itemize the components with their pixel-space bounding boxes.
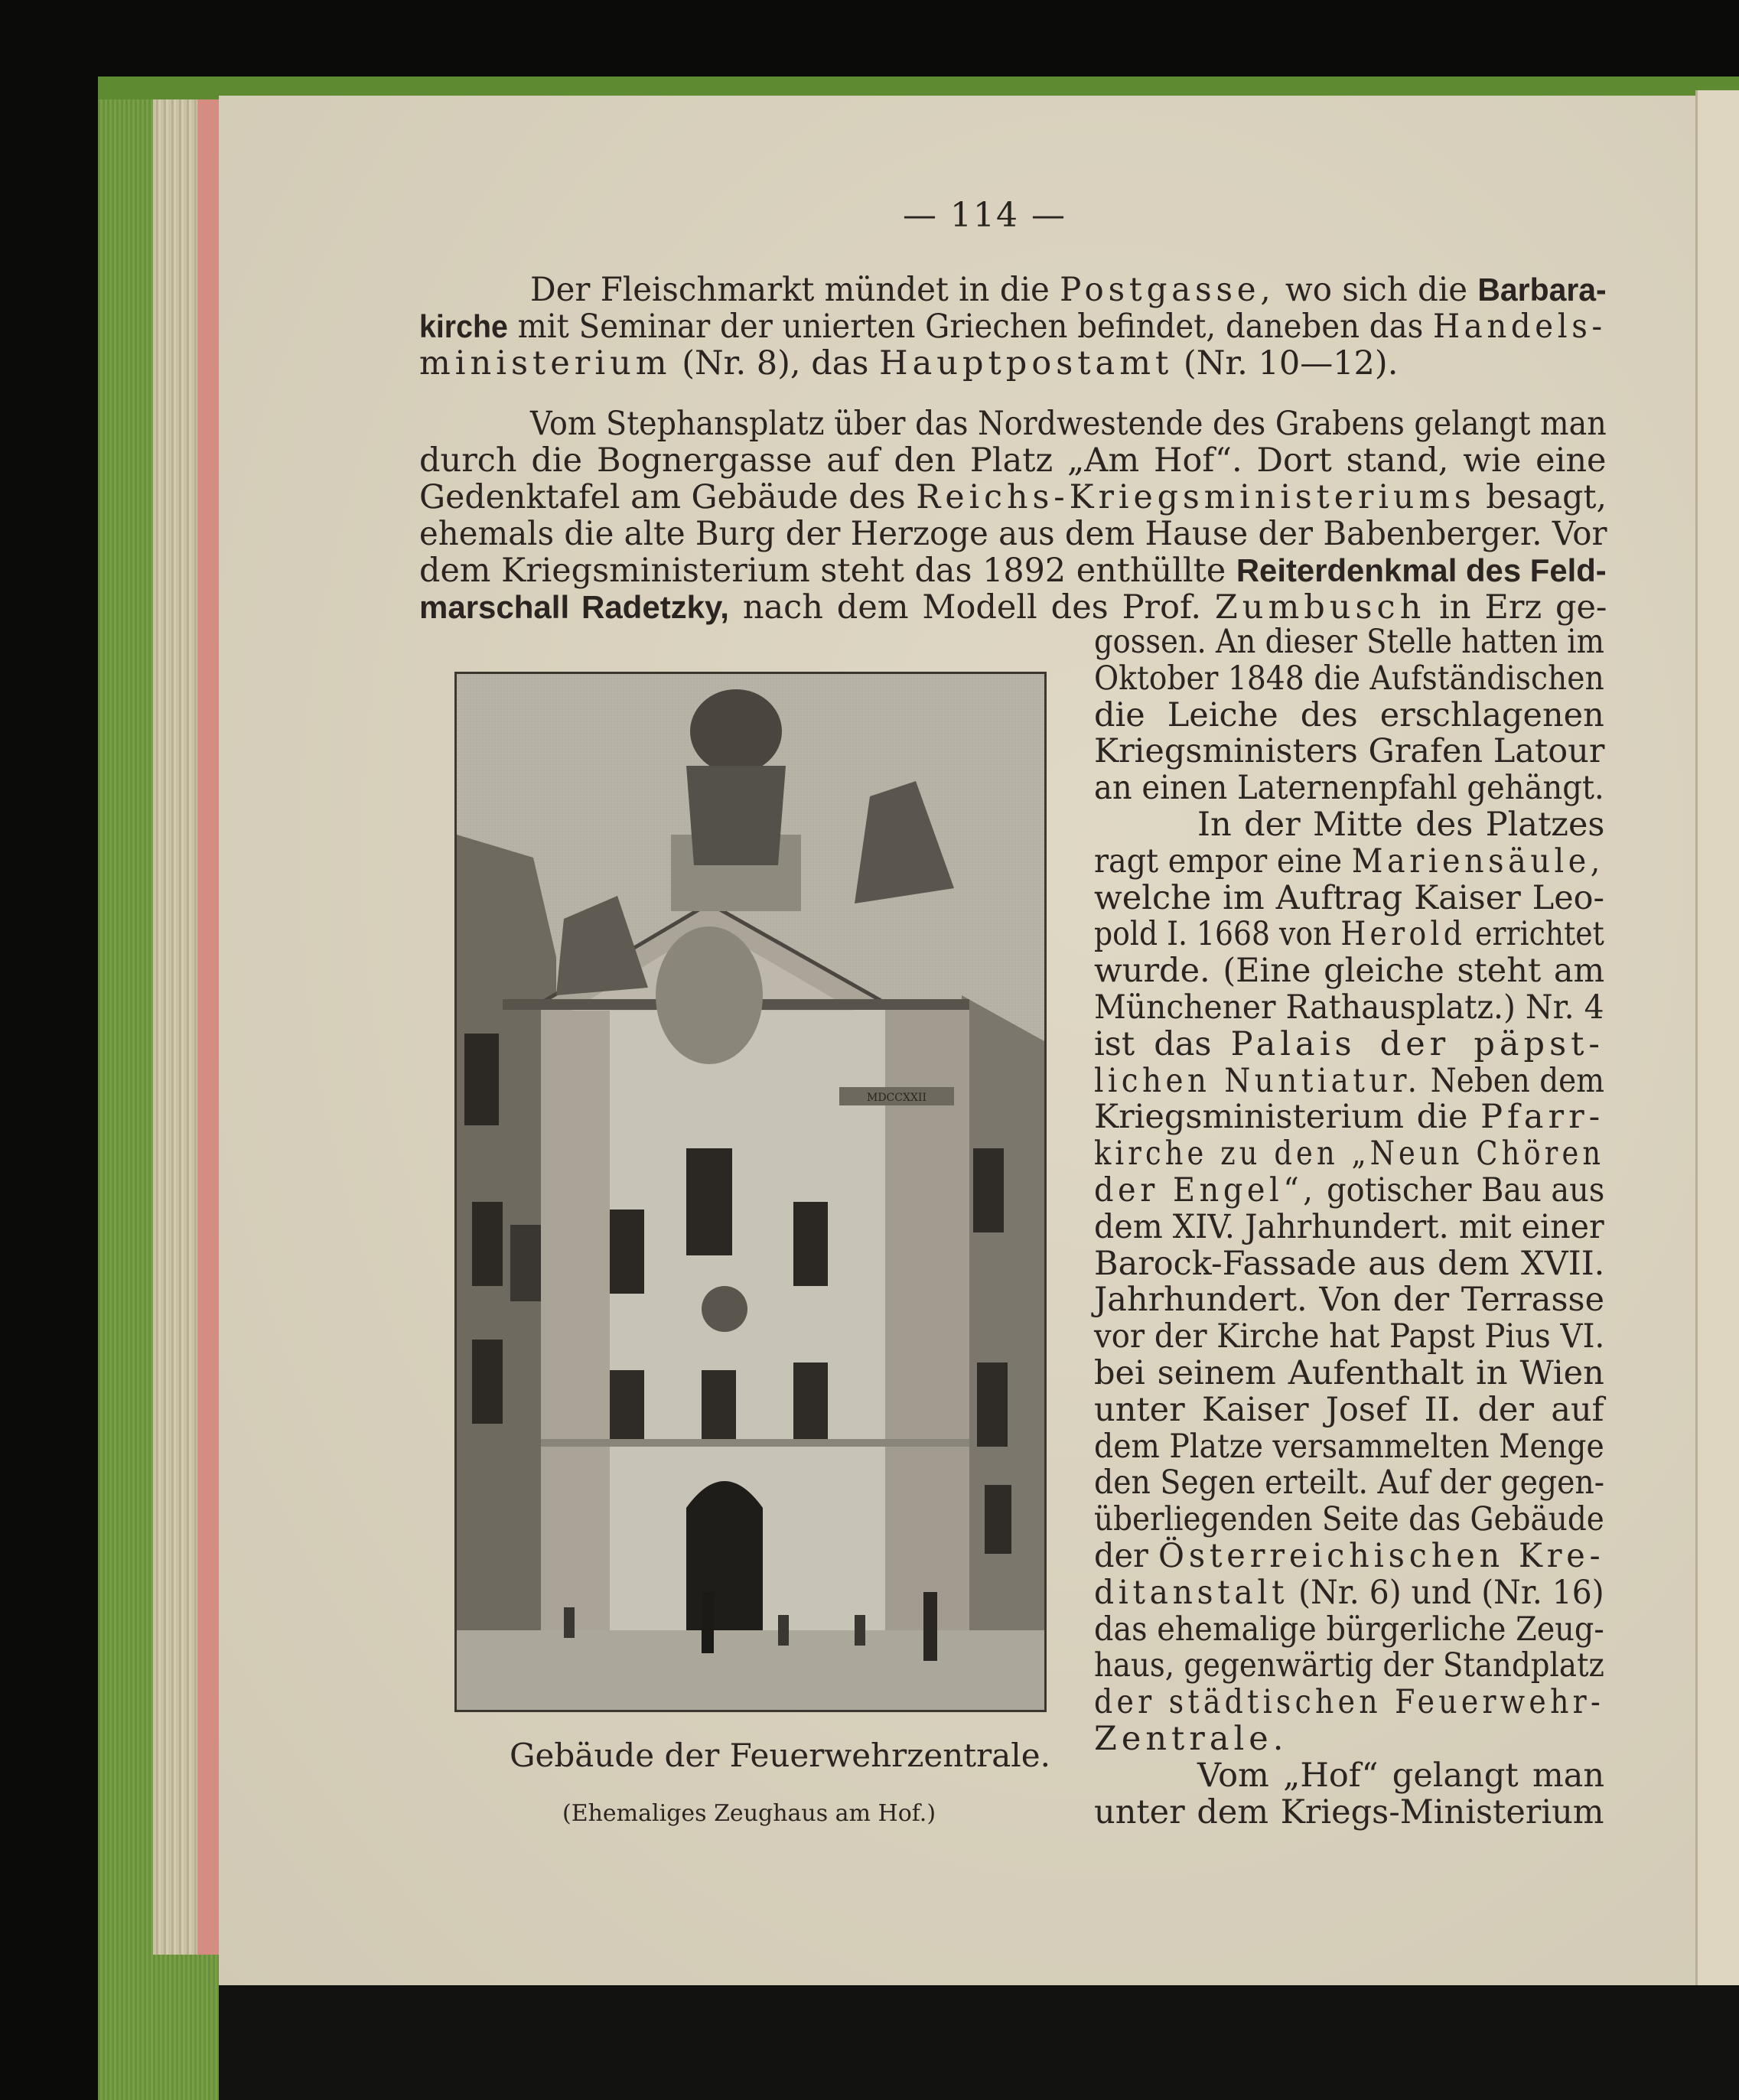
text-run: Gedenktafel am Gebäude des	[419, 478, 917, 516]
text-run: welche im Auftrag Kaiser Leo-	[1094, 879, 1605, 917]
spaced-term: ministerium	[419, 344, 672, 383]
text-run: Kriegsministerium die	[1094, 1098, 1481, 1136]
text-run: unter Kaiser Josef II. der auf	[1094, 1391, 1604, 1429]
bold-term: Barbara-	[1477, 272, 1607, 308]
text-line	[1094, 1501, 1604, 1538]
text-line	[1094, 1209, 1604, 1245]
text-line	[1094, 1428, 1604, 1465]
text-run: ragt empor eine	[1094, 842, 1352, 881]
text-run: (Nr. 8), das	[671, 344, 880, 383]
spaced-term: Zumbusch	[1214, 588, 1426, 627]
text-line	[419, 516, 1607, 552]
text-line	[419, 345, 1398, 382]
text-line	[1094, 1392, 1604, 1428]
text-line	[1197, 806, 1604, 843]
figure-caption-subtitle: (Ehemaliges Zeughaus am Hof.)	[562, 1800, 936, 1827]
text-run: in Erz ge-	[1425, 588, 1607, 627]
text-run: In der Mitte des Platzes	[1197, 806, 1605, 844]
text-run: überliegenden Seite das Gebäude	[1094, 1500, 1604, 1538]
text-run: ehemals die alte Burg der Herzoge aus dem Hause der Babenberger. Vor	[419, 515, 1607, 553]
text-run: pold I. 1668 von	[1094, 915, 1341, 953]
text-line	[1094, 1721, 1288, 1757]
text-run: Neben dem	[1421, 1062, 1605, 1100]
text-run: die Leiche des erschlagenen	[1094, 696, 1604, 734]
spaced-term: Mariensäule,	[1351, 842, 1604, 881]
text-line	[1094, 1245, 1604, 1282]
facade-inscription: MDCCXXII	[867, 1092, 926, 1104]
text-line	[419, 589, 1607, 626]
text-run: Vom „Hof“ gelangt man	[1197, 1757, 1605, 1795]
text-run: Oktober 1848 die Aufständischen	[1094, 659, 1604, 698]
text-run: Barock-Fassade aus dem XVII.	[1094, 1245, 1605, 1283]
text-run: vor der Kirche hat Papst Pius VI.	[1094, 1317, 1605, 1356]
spaced-term: lichen Nuntiatur.	[1094, 1062, 1421, 1100]
text-line	[1094, 1647, 1604, 1684]
text-line	[1094, 1464, 1604, 1501]
spaced-term: Palais der päpst-	[1230, 1025, 1604, 1063]
spaced-term: Handels-	[1433, 308, 1607, 346]
text-run: Der Fleischmarkt mündet in die	[530, 271, 1060, 309]
text-line	[1094, 623, 1604, 660]
spaced-term: Pfarr-	[1480, 1098, 1605, 1136]
text-line	[1094, 1684, 1604, 1721]
text-run: bei seinem Aufenthalt in Wien	[1094, 1354, 1604, 1392]
figure-caption-title: Gebäude der Feuerwehrzentrale.	[510, 1737, 1050, 1774]
text-run: dem Platze versammelten Menge	[1094, 1428, 1604, 1466]
text-line	[1094, 1026, 1604, 1063]
text-run: ist das	[1094, 1025, 1231, 1063]
bold-term: Reiterdenkmal des Feld-	[1236, 552, 1607, 588]
text-line	[530, 272, 1607, 308]
spaced-term: der städtischen Feuerwehr-	[1094, 1683, 1605, 1721]
text-line	[530, 405, 1607, 442]
text-line	[1094, 770, 1604, 806]
dark-background	[219, 1985, 1739, 2100]
text-run: Kriegsministers Grafen Latour	[1094, 732, 1605, 770]
spaced-term: Hauptpostamt	[879, 344, 1174, 383]
spaced-term: Reichs-Kriegsministeriums	[916, 478, 1476, 516]
text-run: durch die Bognergasse auf den Platz „Am Hof“. Dort stand, wie eine	[419, 441, 1607, 480]
page-number: — 114 —	[903, 196, 1067, 235]
text-run: der	[1094, 1537, 1159, 1575]
spaced-term: ditanstalt	[1094, 1574, 1289, 1612]
text-line	[1094, 1281, 1604, 1318]
text-run: Jahrhundert. Von der Terrasse	[1094, 1281, 1605, 1319]
text-line	[1094, 1538, 1604, 1574]
text-run: unter dem Kriegs-Ministerium	[1094, 1793, 1604, 1831]
text-run: (Nr. 10—12).	[1173, 344, 1399, 383]
text-line	[1094, 880, 1604, 917]
bold-term: kirche	[419, 308, 508, 344]
text-run: den Segen erteilt. Auf der gegen-	[1094, 1463, 1605, 1502]
text-line	[419, 479, 1607, 516]
text-line	[1094, 989, 1604, 1026]
spaced-term: der Engel“,	[1094, 1171, 1317, 1210]
text-run: Vom Stephansplatz über das Nordwestende des Grabens gelangt man	[530, 405, 1607, 443]
spaced-term: kirche zu den „Neun Chören	[1094, 1135, 1605, 1173]
text-line	[1094, 1135, 1604, 1172]
spaced-term: Zentrale.	[1094, 1720, 1288, 1758]
text-line	[1094, 1794, 1604, 1831]
text-run: errichtet	[1466, 915, 1604, 953]
text-run: nach dem Modell des Prof.	[728, 588, 1215, 627]
text-line	[1094, 1099, 1604, 1135]
text-run: gossen. An dieser Stelle hatten im	[1094, 623, 1604, 661]
spaced-term: Postgasse,	[1060, 271, 1275, 309]
text-line	[1094, 952, 1604, 989]
text-run: (Nr. 6) und (Nr. 16)	[1288, 1574, 1604, 1612]
text-line	[1197, 1757, 1604, 1794]
building-photo	[454, 672, 1047, 1712]
text-run: Münchener Rathausplatz.) Nr. 4	[1094, 988, 1604, 1027]
adjacent-page-edge	[1695, 90, 1739, 1988]
text-line	[419, 442, 1607, 479]
text-line	[1094, 1063, 1604, 1099]
spaced-term: Herold	[1340, 915, 1467, 953]
text-line	[1094, 1355, 1604, 1392]
text-line	[1094, 1318, 1604, 1355]
text-run: wurde. (Eine gleiche steht am	[1094, 952, 1605, 990]
text-line	[1094, 1611, 1604, 1648]
text-line	[1094, 1172, 1604, 1209]
text-run: wo sich die	[1275, 271, 1478, 309]
text-run: an einen Laternenpfahl gehängt.	[1094, 769, 1604, 807]
text-run: gotischer Bau aus	[1317, 1171, 1605, 1210]
red-page-edge	[197, 99, 219, 1955]
text-line	[1094, 733, 1604, 770]
text-line	[1094, 916, 1604, 952]
bold-term: marschall Radetzky,	[419, 589, 729, 625]
spaced-term: Österreichischen Kre-	[1158, 1537, 1605, 1575]
text-run: das ehemalige bürgerliche Zeug-	[1094, 1610, 1604, 1649]
text-line	[1094, 1574, 1604, 1611]
text-run: besagt,	[1475, 478, 1607, 516]
text-run: dem XIV. Jahrhundert. mit einer	[1094, 1208, 1604, 1246]
text-line	[1094, 843, 1604, 880]
text-run: dem Kriegsministerium steht das 1892 enthüllte	[419, 552, 1236, 590]
text-run: mit Seminar der unierten Griechen befindet, daneben das	[507, 308, 1434, 346]
text-line	[419, 308, 1607, 345]
text-run: haus, gegenwärtig der Standplatz	[1094, 1646, 1604, 1685]
text-line	[1094, 697, 1604, 734]
text-line	[419, 552, 1607, 589]
text-line	[1094, 660, 1604, 697]
